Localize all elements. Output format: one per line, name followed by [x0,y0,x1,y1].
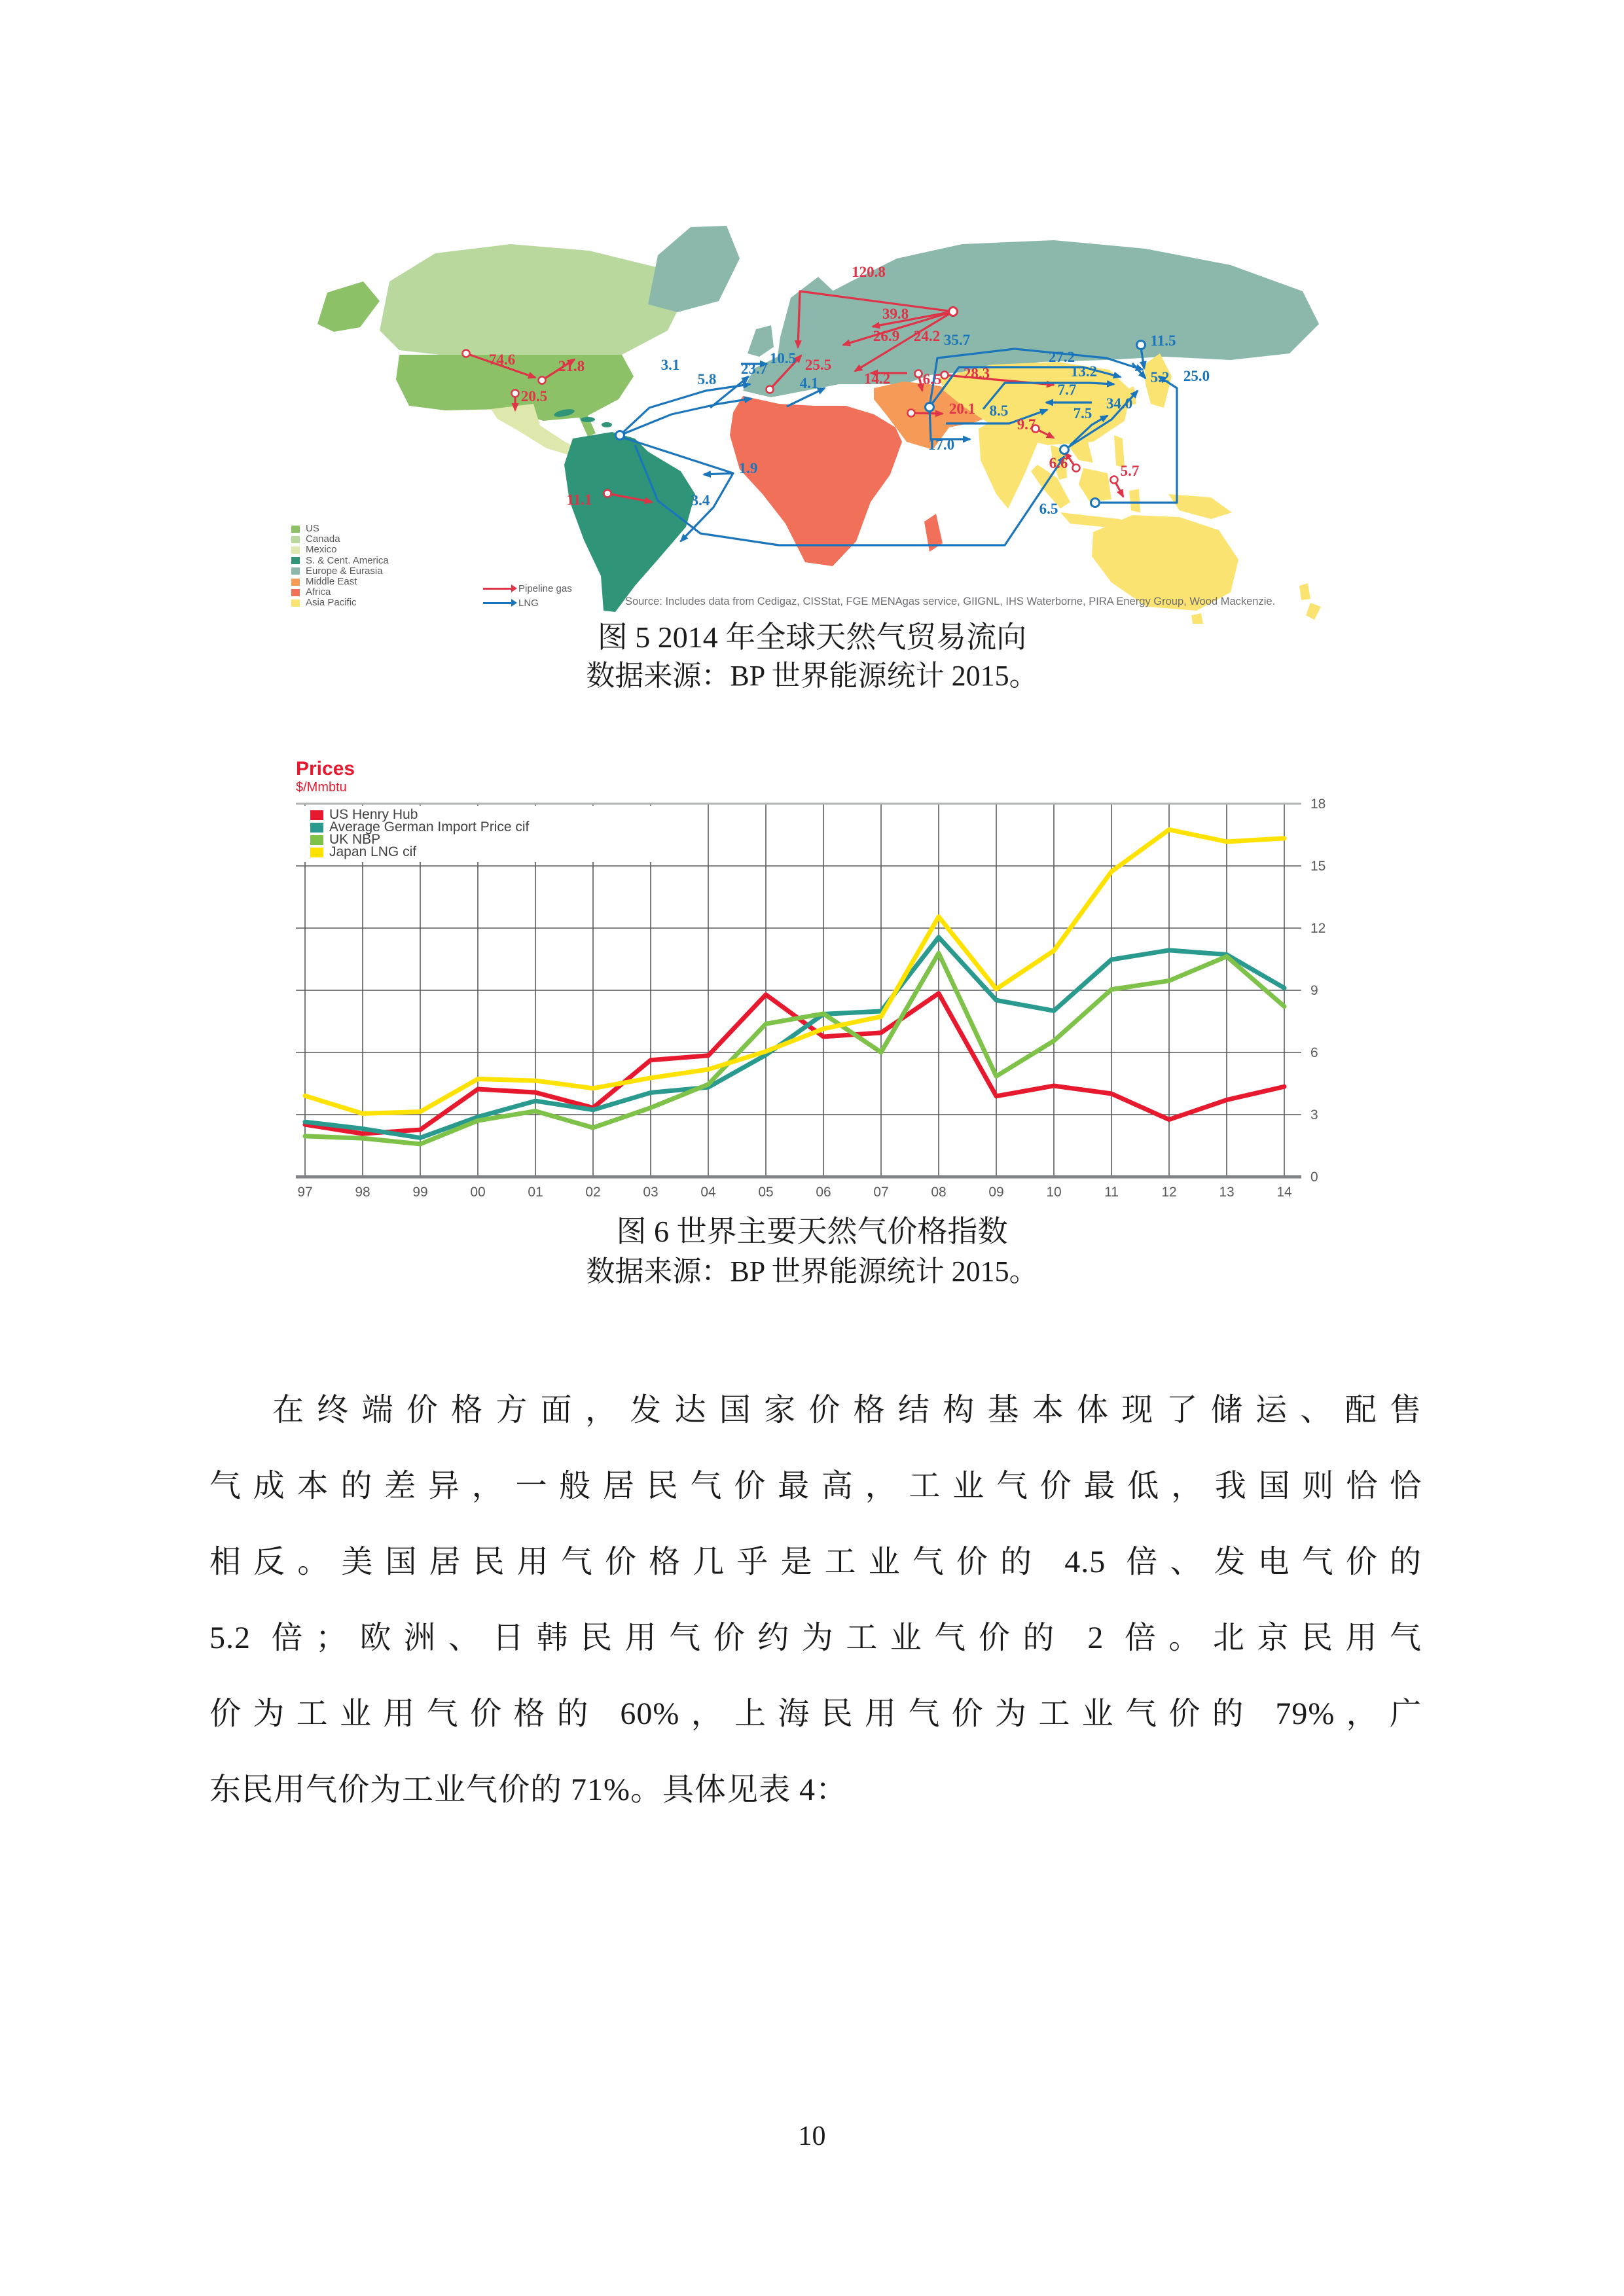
flow-origin-dot [915,370,922,378]
flow-value-label: 7.7 [1057,382,1077,398]
world-map [281,219,1355,628]
x-tick-label: 03 [643,1185,659,1200]
series-japan-lng-cif [305,830,1284,1114]
legend-label: Asia Pacific [306,597,357,609]
legend-swatch [291,557,300,564]
flow-value-label: 35.7 [943,332,971,348]
flowtype-label: LNG [518,597,539,609]
legend-label: Mexico [306,544,337,556]
flow-origin-dot [908,410,915,417]
body-line: 在终端价格方面，发达国家价格结构基本体现了储运、配售 [272,1393,1422,1427]
map-legend-row [291,566,389,577]
flow-value-label: 5.8 [697,371,717,387]
flow-origin-dot [941,372,948,379]
flow-origin-dot [539,377,546,384]
map-legend-row [291,524,389,534]
body-paragraph [209,1372,1422,1828]
pipeline-gas-arrow-icon [483,588,512,590]
series-uk-nbp [305,953,1284,1144]
trade-hub-node [616,431,624,440]
figure6-chart [281,746,1368,1204]
x-tick-label: 07 [873,1185,889,1200]
flow-value-label: 24.2 [913,328,941,344]
flow-origin-dot [604,490,611,497]
y-tick-label: 12 [1310,921,1326,936]
flow-value-label: 6.6 [1049,455,1068,471]
x-tick-label: 00 [470,1185,486,1200]
x-tick-label: 06 [816,1185,831,1200]
flow-value-label: 14.2 [863,370,891,387]
map-legend-row [291,587,389,598]
x-tick-label: 05 [758,1185,774,1200]
figure5-source-caption: 数据来源：BP 世界能源统计 2015。 [586,660,1038,692]
flow-origin-dot [1073,465,1080,472]
chart-unit-label: $/Mmbtu [296,780,347,795]
map-flowtype-legend [483,581,572,610]
trade-hub-node [1137,341,1146,350]
flow-value-label: 74.6 [488,351,516,368]
legend-swatch [291,526,300,533]
legend-label: US [306,523,319,534]
map-legend-row [291,534,389,545]
chart-series [305,830,1284,1144]
series-us-henry-hub [305,994,1284,1134]
flow-line-20.1 [911,413,943,414]
region-alaska [317,281,380,332]
flow-value-label: 4.1 [799,375,819,391]
y-tick-label: 15 [1310,859,1326,874]
region-south-america [564,432,695,612]
flow-value-label: 20.5 [520,388,548,404]
flow-value-label: 13.2 [1070,363,1098,380]
flow-value-label: 34.0 [1106,395,1133,412]
y-tick-label: 3 [1310,1107,1318,1122]
x-tick-label: 12 [1161,1185,1177,1200]
page-number: 10 [798,2121,826,2151]
region-sulawesi [1129,489,1140,512]
chart-legend [298,806,678,862]
body-line: 相反。美国居民用气价格几乎是工业气价的 4.5 倍、发电气价的 [209,1545,1422,1579]
trade-hub-node [1060,446,1069,454]
body-line: 5.2 倍；欧洲、日韩民用气价约为工业气价的 2 倍。北京民用气 [209,1621,1422,1655]
region-africa [730,396,902,566]
chart-title: Prices [296,758,355,780]
flow-value-label: 5.2 [1150,369,1170,386]
flowtype-legend-row [483,596,572,610]
legend-label: Canada [306,533,340,545]
map-legend-row [291,545,389,555]
y-tick-label: 6 [1310,1045,1318,1060]
flow-origin-dot [463,350,470,357]
x-tick-label: 98 [355,1185,370,1200]
x-tick-label: 11 [1104,1185,1119,1200]
chart-legend-label: Average German Import Price cif [329,819,530,834]
x-tick-label: 09 [988,1185,1004,1200]
flow-origin-dot [512,390,519,397]
legend-swatch [291,536,300,543]
x-tick-label: 01 [528,1185,543,1200]
legend-swatch [291,600,300,607]
flow-value-label: 17.0 [928,437,955,453]
trade-hub-node [926,403,934,412]
body-line: 东民用气价为工业气价的 71%。具体见表 4： [209,1772,848,1807]
figure5-caption: 图 5 2014 年全球天然气贸易流向 [597,620,1027,654]
flow-value-label: 28.3 [963,365,990,382]
map-legend-row [291,577,389,587]
flowtype-label: Pipeline gas [518,583,572,594]
figure6-caption: 图 6 世界主要天然气价格指数 [616,1215,1008,1248]
map-continents [317,226,1321,624]
chart-legend-swatch [310,848,323,857]
x-tick-label: 13 [1219,1185,1235,1200]
flow-value-label: 5.7 [1120,463,1140,479]
flow-origin-dot [1111,476,1118,484]
flow-value-label: 9.7 [1017,416,1036,433]
flow-value-label: 26.9 [873,328,900,344]
flow-value-label: 6.5 [1039,501,1058,517]
legend-label: Europe & Eurasia [306,565,383,577]
body-line: 价为工业用气价格的 60%，上海民用气价为工业气价的 79%，广 [209,1696,1422,1731]
flow-value-label: 20.1 [948,401,976,417]
body-line: 气成本的差异，一般居民气价最高，工业气价最低，我国则恰恰 [209,1469,1422,1503]
region-canada [380,244,684,357]
region-borneo [1079,468,1111,502]
x-tick-label: 02 [585,1185,601,1200]
y-tick-label: 0 [1310,1170,1318,1185]
flow-value-label: 6.5 [922,371,942,387]
x-tick-label: 08 [931,1185,947,1200]
chart-legend-label: UK NBP [329,832,381,847]
x-tick-label: 10 [1046,1185,1062,1200]
map-legend-row [291,556,389,566]
trade-hub-node [1091,499,1100,507]
legend-label: Middle East [306,575,357,587]
flow-origin-dot [767,386,774,393]
flowtype-legend-row [483,581,572,596]
map-region-legend [291,524,389,609]
region-greenland [648,226,740,312]
legend-label: Africa [306,586,331,598]
figure5-map [281,219,1355,628]
map-legend-row [291,598,389,608]
legend-swatch [291,547,300,554]
legend-swatch [291,579,300,586]
map-source-note: Source: Includes data from Cedigaz, CISStat, FGE MENAgas service, GIIGNL, IHS Waterborne, PIRA Energy Group, Wood Mackenzie. [625,596,1276,607]
figure6-source-caption: 数据来源：BP 世界能源统计 2015。 [586,1255,1038,1287]
price-chart [281,746,1368,1204]
flow-value-label: 11.1 [566,492,592,508]
chart-legend-label: US Henry Hub [329,807,418,822]
flow-value-label: 120.8 [852,264,886,280]
flow-value-label: 23.7 [740,361,768,377]
x-tick-label: 99 [412,1185,428,1200]
flow-value-label: 3.4 [691,492,710,509]
chart-legend-label: Japan LNG cif [329,844,417,859]
chart-legend-swatch [310,810,323,820]
flow-value-label: 8.5 [989,403,1009,419]
legend-label: S. & Cent. America [306,554,389,566]
flow-value-label: 3.1 [660,357,680,373]
lng-arrow-icon [483,602,512,604]
flow-value-label: 25.0 [1183,368,1210,384]
trade-hub-node [949,308,958,316]
y-tick-label: 18 [1310,797,1326,812]
y-tick-label: 9 [1310,983,1318,998]
chart-legend-swatch [310,823,323,833]
legend-swatch [291,567,300,575]
flow-value-label: 27.2 [1048,349,1075,365]
flow-value-label: 10.5 [769,350,797,367]
x-tick-label: 04 [700,1185,716,1200]
flow-value-label: 1.9 [738,460,758,476]
flow-value-label: 11.5 [1150,332,1176,349]
legend-swatch [291,589,300,596]
flow-value-label: 39.8 [882,306,909,322]
chart-legend-swatch [310,835,323,845]
x-tick-label: 97 [297,1185,313,1200]
flow-value-label: 7.5 [1073,405,1092,422]
flow-value-label: 25.5 [804,357,832,373]
flow-value-label: 21.8 [558,358,585,374]
x-tick-label: 14 [1276,1185,1292,1200]
